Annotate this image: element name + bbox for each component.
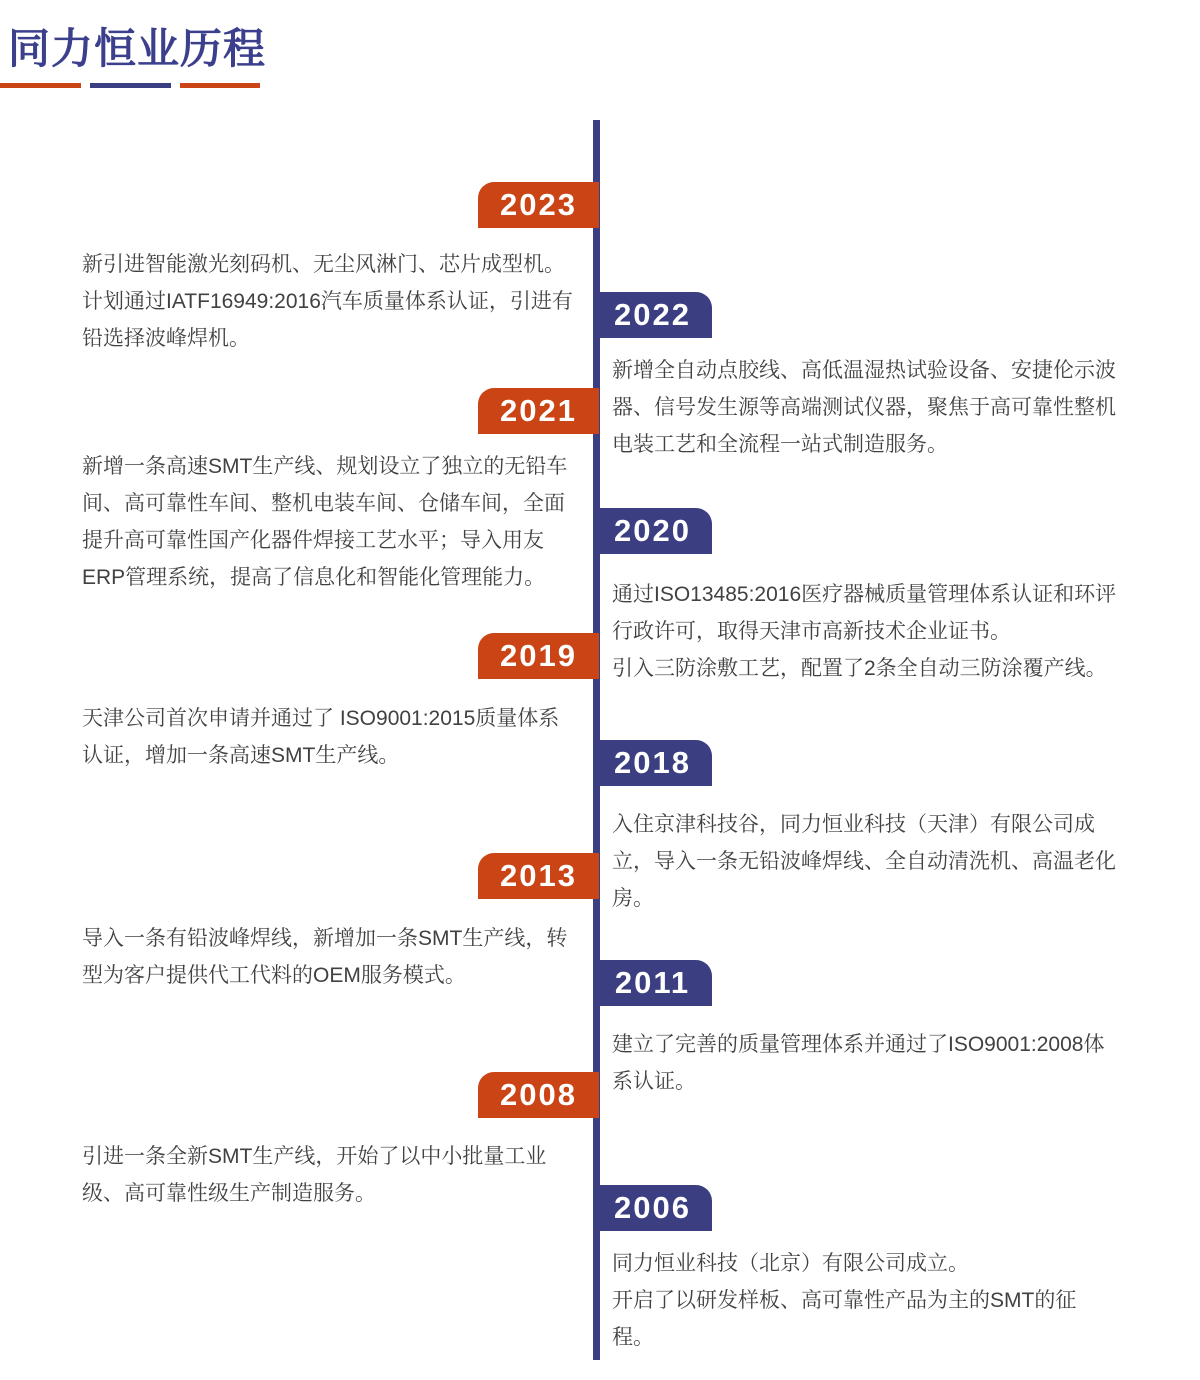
entry-paragraph: 新增全自动点胶线、高低温湿热试验设备、安捷伦示波器、信号发生源等高端测试仪器，聚焦于高可靠性整机电装工艺和全流程一站式制造服务。: [612, 359, 1116, 456]
entry-text-2019: [82, 700, 576, 774]
year-badge-2020: 2020: [593, 508, 712, 554]
entry-paragraph: 天津公司首次申请并通过了 ISO9001:2015质量体系认证，增加一条高速SMT生产线。: [82, 707, 560, 767]
entry-paragraph: 引进一条全新SMT生产线，开始了以中小批量工业级、高可靠性级生产制造服务。: [82, 1145, 547, 1205]
year-badge-2022: 2022: [593, 292, 712, 338]
entry-text-2021: [82, 448, 576, 596]
entry-paragraph: 引入三防涂敷工艺，配置了2条全自动三防涂覆产线。: [612, 657, 1107, 680]
year-badge-2006: 2006: [593, 1185, 712, 1231]
year-badge-2018: 2018: [593, 740, 712, 786]
year-badge-2011: 2011: [593, 960, 712, 1006]
entry-paragraph: 导入一条有铅波峰焊线，新增加一条SMT生产线，转型为客户提供代工代料的OEM服务模式。: [82, 927, 568, 987]
underline-segment-purple: [90, 83, 171, 88]
year-badge-2008: 2008: [478, 1072, 599, 1118]
entry-text-2018: [612, 806, 1117, 917]
entry-paragraph: 开启了以研发样板、高可靠性产品为主的SMT的征程。: [612, 1289, 1077, 1349]
entry-text-2020: [612, 576, 1117, 687]
underline-segment-orange: [0, 83, 81, 88]
page-title: 同力恒业历程: [8, 25, 267, 72]
underline-segment-orange: [180, 83, 260, 88]
year-badge-2019: 2019: [478, 633, 599, 679]
year-badge-2013: 2013: [478, 853, 599, 899]
entry-text-2006: [612, 1245, 1117, 1356]
entry-paragraph: 同力恒业科技（北京）有限公司成立。: [612, 1252, 969, 1275]
entry-text-2022: [612, 352, 1117, 463]
entry-paragraph: 新引进智能激光刻码机、无尘风淋门、芯片成型机。计划通过IATF16949:2016汽车质量体系认证，引进有铅选择波峰焊机。: [82, 253, 573, 350]
entry-text-2013: [82, 920, 576, 994]
entry-text-2011: [612, 1026, 1117, 1100]
title-underline: [0, 83, 300, 88]
entry-paragraph: 入住京津科技谷，同力恒业科技（天津）有限公司成立，导入一条无铅波峰焊线、全自动清洗机、高温老化房。: [612, 813, 1116, 910]
entry-paragraph: 新增一条高速SMT生产线、规划设立了独立的无铅车间、高可靠性车间、整机电装车间、仓储车间，全面提升高可靠性国产化器件焊接工艺水平；导入用友ERP管理系统，提高了信息化和智能化管理能力。: [82, 455, 568, 589]
year-badge-2023: 2023: [478, 182, 599, 228]
entry-paragraph: 通过ISO13485:2016医疗器械质量管理体系认证和环评行政许可，取得天津市高新技术企业证书。: [612, 583, 1117, 643]
entry-text-2023: [82, 246, 576, 357]
entry-paragraph: 建立了完善的质量管理体系并通过了ISO9001:2008体系认证。: [612, 1033, 1105, 1093]
year-badge-2021: 2021: [478, 388, 599, 434]
entry-text-2008: [82, 1138, 576, 1212]
